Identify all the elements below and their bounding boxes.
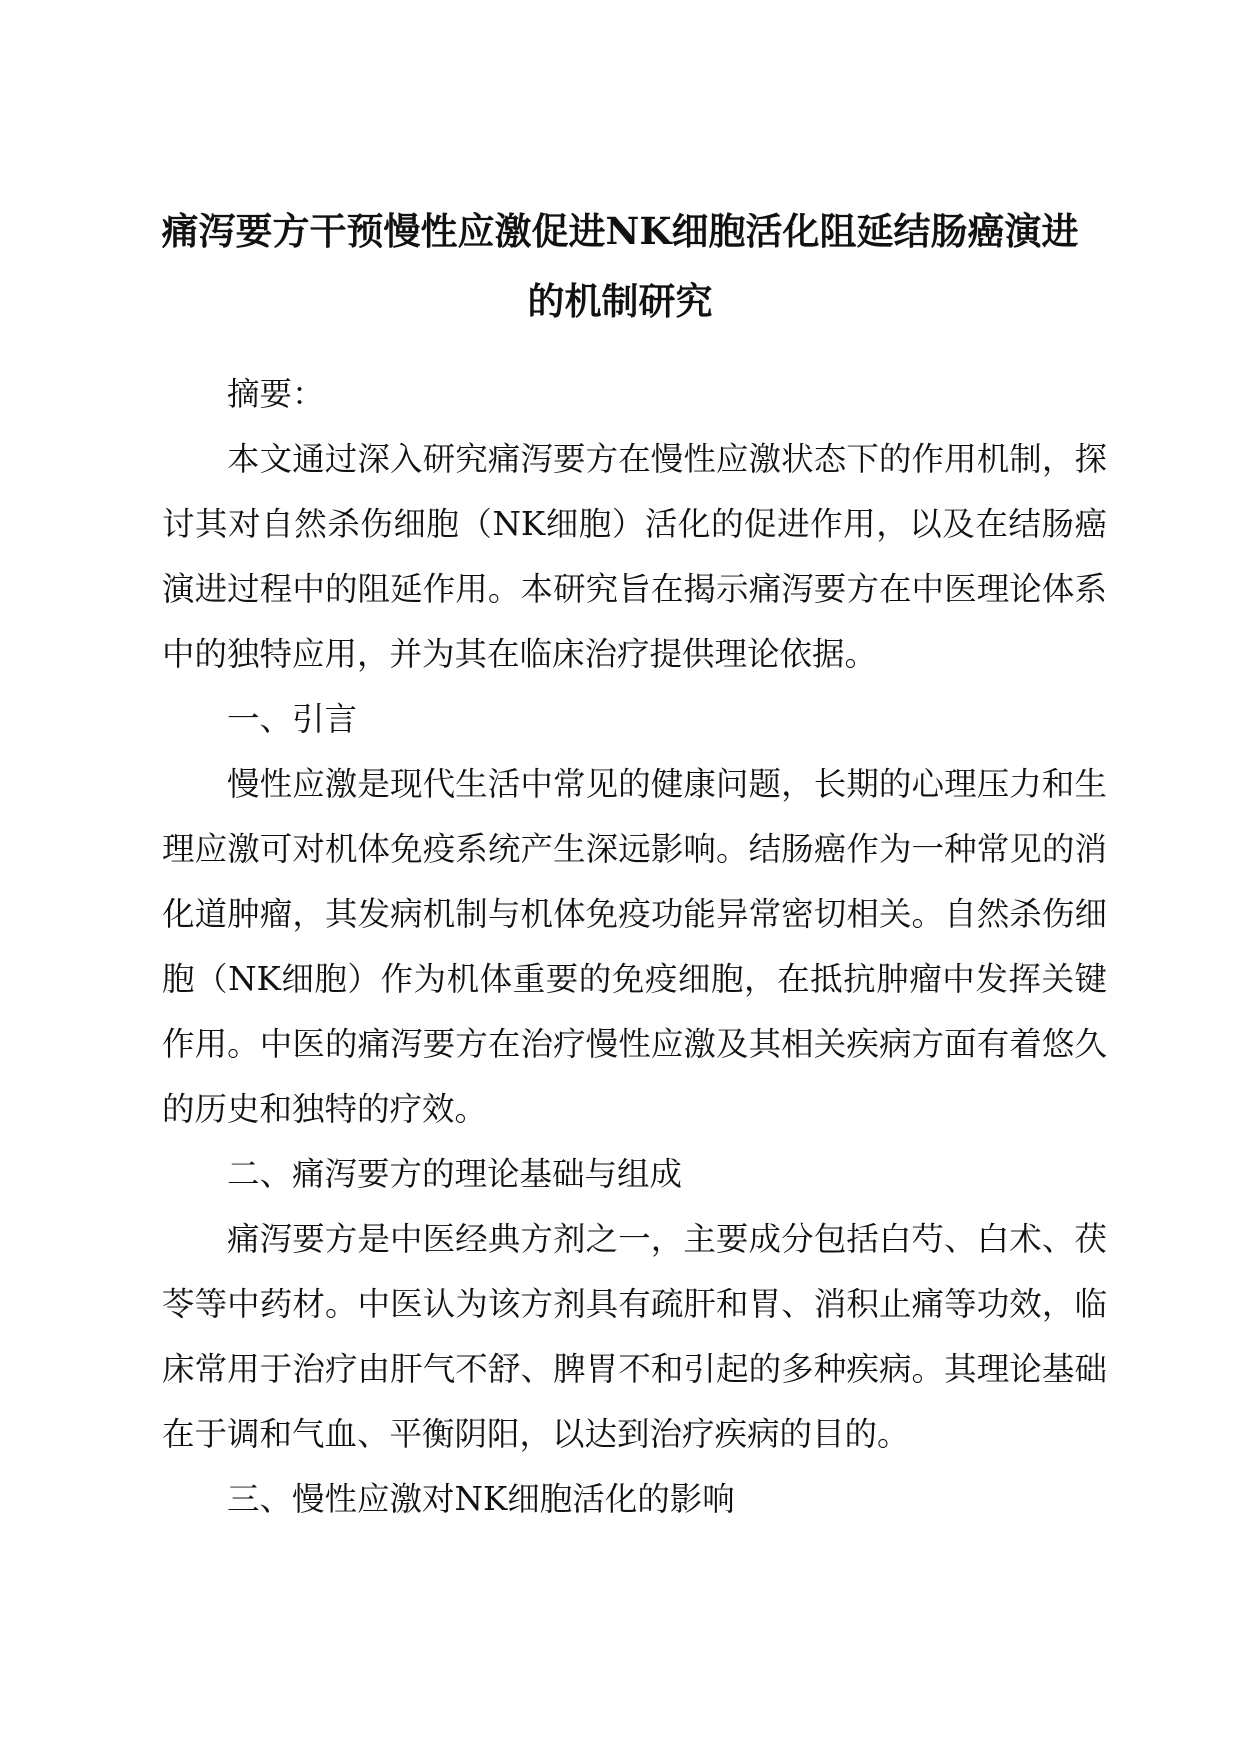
section-heading-nk-activation: 三、慢性应激对NK细胞活化的影响: [227, 1480, 735, 1518]
section-heading-theory: 二、痛泻要方的理论基础与组成: [227, 1155, 683, 1193]
document-title: [140, 196, 1100, 336]
title-line-2: 的机制研究: [527, 279, 713, 323]
theory-paragraph: 痛泻要方是中医经典方剂之一，主要成分包括白芍、白术、茯苓等中药材。中医认为该方剂具有疏肝和胃、消积止痛等功效，临床常用于治疗由肝气不舒、脾胃不和引起的多种疾病。其理论基础在于调和气血、平衡阴阳，以达到治疗疾病的目的。: [162, 1220, 1107, 1453]
document-body: [162, 362, 1107, 1532]
introduction-paragraph: 慢性应激是现代生活中常见的健康问题，长期的心理压力和生理应激可对机体免疫系统产生深远影响。结肠癌作为一种常见的消化道肿瘤，其发病机制与机体免疫功能异常密切相关。自然杀伤细胞（NK细胞）作为机体重要的免疫细胞，在抵抗肿瘤中发挥关键作用。中医的痛泻要方在治疗慢性应激及其相关疾病方面有着悠久的历史和独特的疗效。: [162, 765, 1107, 1128]
abstract-paragraph: 本文通过深入研究痛泻要方在慢性应激状态下的作用机制，探讨其对自然杀伤细胞（NK细胞）活化的促进作用，以及在结肠癌演进过程中的阻延作用。本研究旨在揭示痛泻要方在中医理论体系中的独特应用，并为其在临床治疗提供理论依据。: [162, 440, 1107, 673]
abstract-label: 摘要：: [227, 375, 325, 413]
section-heading-introduction: 一、引言: [227, 700, 358, 738]
title-line-1: 痛泻要方干预慢性应激促进NK细胞活化阻延结肠癌演进: [161, 209, 1079, 253]
